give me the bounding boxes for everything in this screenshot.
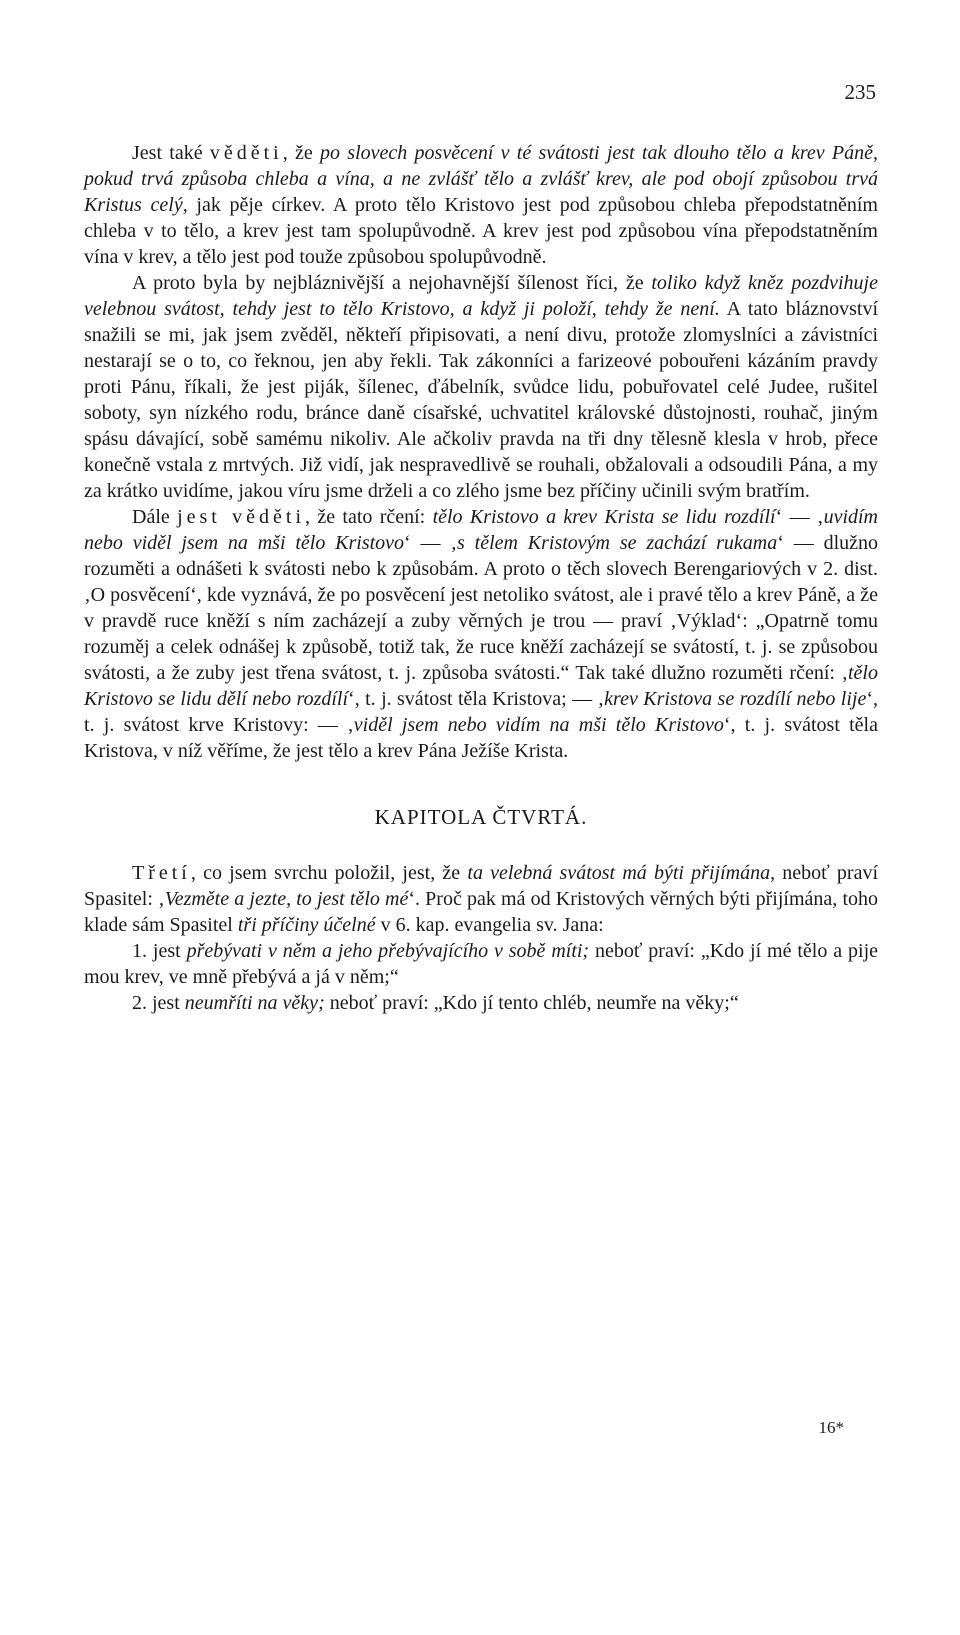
text-run: A proto byla by nejbláznivější a nejohavnější šílenost říci, že xyxy=(132,272,652,294)
italic-text: Vezměte a jezte, to jest tělo mé xyxy=(164,888,409,910)
italic-text: tělo Kristovo a krev Krista se lidu rozdílí xyxy=(432,506,776,528)
italic-text: krev Kristova se rozdílí nebo lije xyxy=(604,688,867,710)
text-run: , neboť praví Spasitel: ‚ xyxy=(84,862,879,910)
italic-text: neumříti na věky; xyxy=(184,992,325,1014)
spaced-text: jest věděti xyxy=(177,506,306,528)
paragraph xyxy=(84,140,878,270)
italic-text: uvidím nebo viděl jsem na mši tělo Kristovo xyxy=(84,506,878,554)
italic-text: přebývati v něm a jeho přebývajícího v sobě míti; xyxy=(186,940,590,962)
italic-text: s tělem Kristovým se zachází rukama xyxy=(457,532,778,554)
chapter-title: KAPITOLA ČTVRTÁ. xyxy=(374,805,588,829)
text-run: A tato bláznovství snažili se mi, jak jsem zvěděl, někteří připisovati, a není divu, protože zlomyslníci a závistníci nestarají se o to, co řeknou, jen aby řekli. Tak zákonníci a farizeové pobouřeni kázáním pravdy proti Pánu, říkali, že jest piják, šílenec, ďábelník, svůdce lidu, pobuřovatel celé Judee, rušitel soboty, syn nízkého rodu, bránce daně císařské, uchvatitel královské důstojnosti, rouhač, jiným spásu dávající, sobě samému nikoliv. Ale ačkoliv pravda na tři dny tělesně klesla v hrob, přece konečně vstala z mrtvých. Již vidí, jak nespravedlivě se rouhali, obžalovali a odsoudili Pána, a my za krátko uvidíme, jakou víru jsme drželi a co zlého jsme bez příčiny učinili svým bratřím. xyxy=(84,298,878,502)
text-run: ‘, t. j. svátost krve Kristovy: — ‚ xyxy=(84,688,878,736)
text-run: jak pěje církev. A proto tělo Kristovo jest pod způsobou chleba přepodstatněním chleba v to tělo, a krev jest tam spolupůvodně. A krev jest pod způsobou vína přepodstatněním vína v krev, a tělo jest pod touže způsobou spolupůvodně. xyxy=(84,194,878,268)
list-item xyxy=(84,990,878,1016)
text-run: Jest také xyxy=(132,142,210,164)
text-run: ‘ — ‚ xyxy=(404,532,458,554)
italic-text: viděl jsem nebo vidím na mši tělo Kristovo xyxy=(353,714,724,736)
text-run: ‘, t. j. svátost těla Kristova; — ‚ xyxy=(348,688,605,710)
list-item xyxy=(84,938,878,990)
italic-text: toliko když kněz pozdvihuje velebnou svátost, tehdy jest to tělo Kristovo, a když ji položí, tehdy že není. xyxy=(84,272,878,320)
text-run: , že tato rčení: xyxy=(305,506,433,528)
text-run: , co jsem svrchu položil, jest, že xyxy=(190,862,468,884)
paragraph xyxy=(84,504,878,764)
signature-mark: 16* xyxy=(818,1418,844,1437)
text-run: neboť praví: „Kdo jí tento chléb, neumře na věky;“ xyxy=(324,992,739,1014)
paragraph xyxy=(84,860,878,938)
page-number: 235 xyxy=(844,80,876,104)
italic-text: ta velebná svátost má býti přijímána xyxy=(467,862,771,884)
italic-text: po slovech posvěcení v té svátosti jest tak dlouho tělo a krev Páně, pokud trvá způsoba chleba a vína, a ne zvlášť tělo a zvlášť krev, ale pod obojí způsobou trvá Kristus celý, xyxy=(84,142,879,216)
italic-text: tři příčiny účelné xyxy=(237,914,376,936)
spaced-text: věděti xyxy=(209,142,283,164)
italic-text: tělo Kristovo se lidu dělí nebo rozdílí xyxy=(84,662,878,710)
text-run: v 6. kap. evangelia sv. Jana: xyxy=(375,914,604,936)
text-run: neboť praví: „Kdo jí mé tělo a pije mou krev, ve mně přebývá a já v něm;“ xyxy=(84,940,879,988)
text-run: ‘, t. j. svátost těla Kristova, v níž věříme, že jest tělo a krev Pána Ježíše Krista. xyxy=(84,714,878,762)
text-run: ‘ — ‚ xyxy=(775,506,824,528)
text-run: , že xyxy=(282,142,321,164)
page-body xyxy=(84,140,878,1016)
paragraph xyxy=(84,270,878,504)
text-run: Dále xyxy=(132,506,178,528)
text-run: ‘ — dlužno rozuměti a odnášeti k svátosti nebo k způsobám. A proto o těch slovech Berengariových v 2. dist. ‚O posvěcení‘, kde vyznává, že po posvěcení jest netoliko svátost, ale i pravé tělo a krev Páně, a že v pravdě ruce kněží s ním zacházejí a zuby věrných je trou — praví ‚Výklad‘: „Opatrně tomu rozuměj a celek odnášej k způsobě, totiž tak, že ruce kněží zacházejí se svátostí, t. j. se způsobou svátosti, a že zuby jest třena svátost, t. j. způsoba svátosti.“ Tak také dlužno rozuměti rčení: ‚ xyxy=(84,532,878,684)
text-run: 2. jest xyxy=(132,992,185,1014)
text-run: 1. jest xyxy=(132,940,187,962)
text-run: ‘. Proč pak má od Kristových věrných býti přijímána, toho klade sám Spasitel xyxy=(84,888,878,936)
spaced-text: Třetí xyxy=(132,862,191,884)
